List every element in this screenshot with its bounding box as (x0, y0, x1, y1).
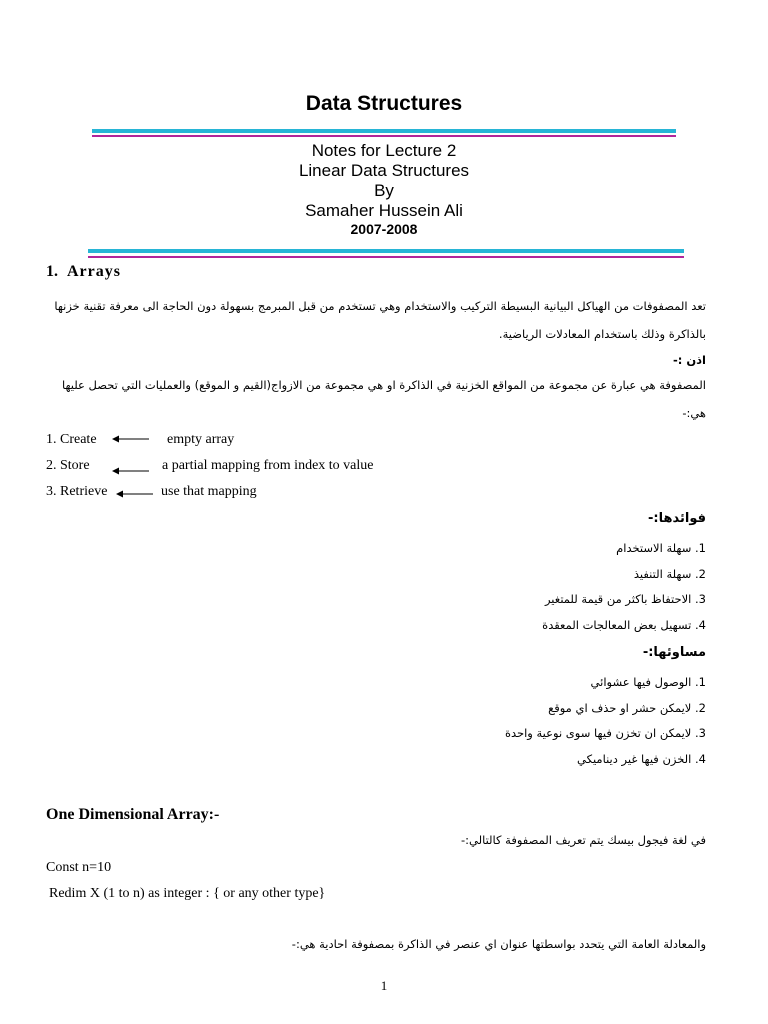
left-arrow-icon (112, 433, 150, 445)
advantage-item: 3. الاحتفاظ باكثر من قيمة للمتغير (544, 592, 706, 606)
declaration-intro: في لغة فيجول بيسك يتم تعريف المصفوفة كالتالي:- (460, 833, 706, 847)
bottom-divider-magenta (88, 256, 684, 258)
bottom-divider-cyan (88, 249, 684, 253)
operation-desc: empty array (167, 432, 235, 447)
page-number: 1 (380, 978, 388, 993)
header-year: 2007-2008 (350, 221, 418, 237)
lecture-header (0, 141, 768, 237)
left-arrow-icon (112, 465, 150, 477)
intro-line-2: بالذاكرة وذلك باستخدام المعادلات الرياضية. (498, 327, 706, 341)
disadvantages-heading: مساوئها:- (642, 645, 706, 660)
code-line-redim: Redim X (1 to n) as integer : { or any other type} (49, 886, 326, 901)
operation-desc: use that mapping (161, 484, 257, 499)
formula-intro: والمعادلة العامة التي يتحدد بواسطتها عنوان اي عنصر في الذاكرة بمصفوفة احادية هي:- (291, 937, 706, 951)
section-heading-one-dimensional: One Dimensional Array:- (46, 806, 220, 823)
left-arrow-icon (116, 488, 154, 500)
code-line-const: Const n=10 (46, 860, 112, 875)
intro-line-1: تعد المصفوفات من الهياكل البيانية البسيطة التركيب والاستخدام وهي تستخدم من قبل المبرمج بسهولة دون الحاجة الى معرفة تقنية خزنها (54, 299, 706, 313)
header-line-notes: Notes for Lecture 2 (311, 141, 457, 160)
disadvantage-item: 4. الخزن فيها غير ديناميكي (577, 752, 706, 766)
definition-line-1: المصفوفة هي عبارة عن مجموعة من المواقع الخزنية في الذاكرة او هي مجموعة من الازواج(القيم و الموقع) والعمليات التي تحصل عليها (61, 378, 706, 392)
advantages-heading: فوائدها:- (648, 511, 706, 526)
definition-line-2: هي:- (682, 406, 706, 420)
operation-name: 1. Create (46, 432, 97, 447)
disadvantage-item: 1. الوصول فيها عشوائي (590, 675, 706, 689)
section-heading-arrays (46, 263, 121, 281)
advantage-item: 4. تسهيل بعض المعالجات المعقدة (542, 618, 706, 632)
header-line-by: By (374, 181, 394, 200)
advantage-item: 2. سهلة التنفيذ (633, 567, 706, 581)
section-number: 1. (46, 263, 58, 280)
operation-name: 3. Retrieve (46, 484, 108, 499)
document-title: Data Structures (305, 92, 463, 115)
operation-create (46, 432, 97, 448)
header-line-topic: Linear Data Structures (298, 161, 470, 180)
operation-desc: a partial mapping from index to value (162, 458, 374, 473)
then-label: اذن :- (672, 353, 706, 367)
operation-retrieve (46, 484, 107, 500)
disadvantage-item: 3. لايمكن ان تخزن فيها سوى نوعية واحدة (504, 726, 706, 740)
header-line-author: Samaher Hussein Ali (305, 201, 463, 220)
section-title: Arrays (67, 263, 121, 280)
operation-name: 2. Store (46, 458, 90, 473)
top-divider-cyan (92, 129, 676, 133)
advantage-item: 1. سهلة الاستخدام (616, 541, 706, 555)
operation-store (46, 458, 90, 474)
disadvantage-item: 2. لايمكن حشر او حذف اي موقع (548, 701, 706, 715)
top-divider-magenta (92, 135, 676, 137)
